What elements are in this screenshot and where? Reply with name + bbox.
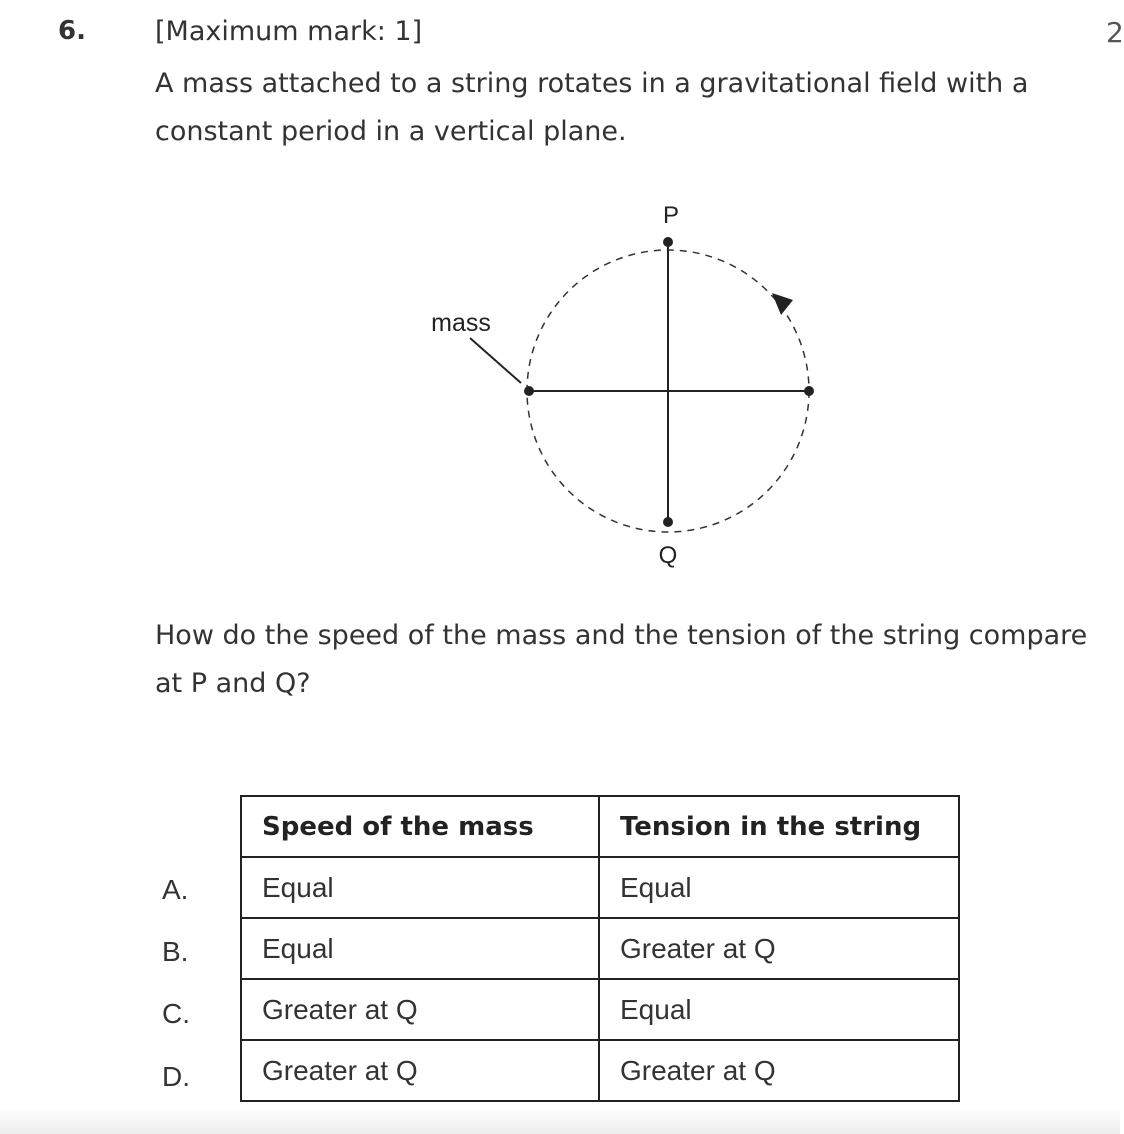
point-q xyxy=(663,517,673,527)
right-point xyxy=(804,386,814,396)
option-d-speed: Greater at Q xyxy=(241,1040,599,1101)
label-mass: mass xyxy=(431,309,491,337)
direction-arrow-icon xyxy=(772,293,793,315)
option-row-b[interactable] xyxy=(241,918,959,979)
option-c-tension: Equal xyxy=(599,979,959,1040)
header-tension: Tension in the string xyxy=(599,796,959,857)
table-header-row xyxy=(241,796,959,857)
option-row-d[interactable] xyxy=(241,1040,959,1101)
header-speed: Speed of the mass xyxy=(241,796,599,857)
option-letter-a[interactable]: A. xyxy=(162,874,189,905)
option-c-speed: Greater at Q xyxy=(241,979,599,1040)
option-a-speed: Equal xyxy=(241,857,599,918)
question-stem: A mass attached to a string rotates in a gravitational field with a constant period in a vertical plane. xyxy=(155,68,1029,147)
mass-point xyxy=(524,386,534,396)
option-row-c[interactable] xyxy=(241,979,959,1040)
bottom-edge-shade xyxy=(0,1108,1120,1134)
maximum-mark: [Maximum mark: 1] xyxy=(155,16,423,47)
answer-options-table xyxy=(240,795,960,1102)
question-number: 6. xyxy=(58,16,86,46)
question-prompt: How do the speed of the mass and the tension of the string compare at P and Q? xyxy=(155,620,1088,699)
option-a-tension: Equal xyxy=(599,857,959,918)
option-letter-c[interactable]: C. xyxy=(162,998,190,1029)
option-d-tension: Greater at Q xyxy=(599,1040,959,1101)
option-letter-b[interactable]: B. xyxy=(162,936,189,967)
option-b-speed: Equal xyxy=(241,918,599,979)
circular-motion-diagram xyxy=(400,190,840,580)
option-letter-d[interactable]: D. xyxy=(162,1061,190,1092)
mass-pointer-line xyxy=(470,338,521,383)
page-number: 2 xyxy=(1106,16,1124,49)
label-q: Q xyxy=(658,542,678,569)
option-row-a[interactable] xyxy=(241,857,959,918)
point-p xyxy=(663,237,673,247)
label-p: P xyxy=(662,202,680,229)
option-b-tension: Greater at Q xyxy=(599,918,959,979)
